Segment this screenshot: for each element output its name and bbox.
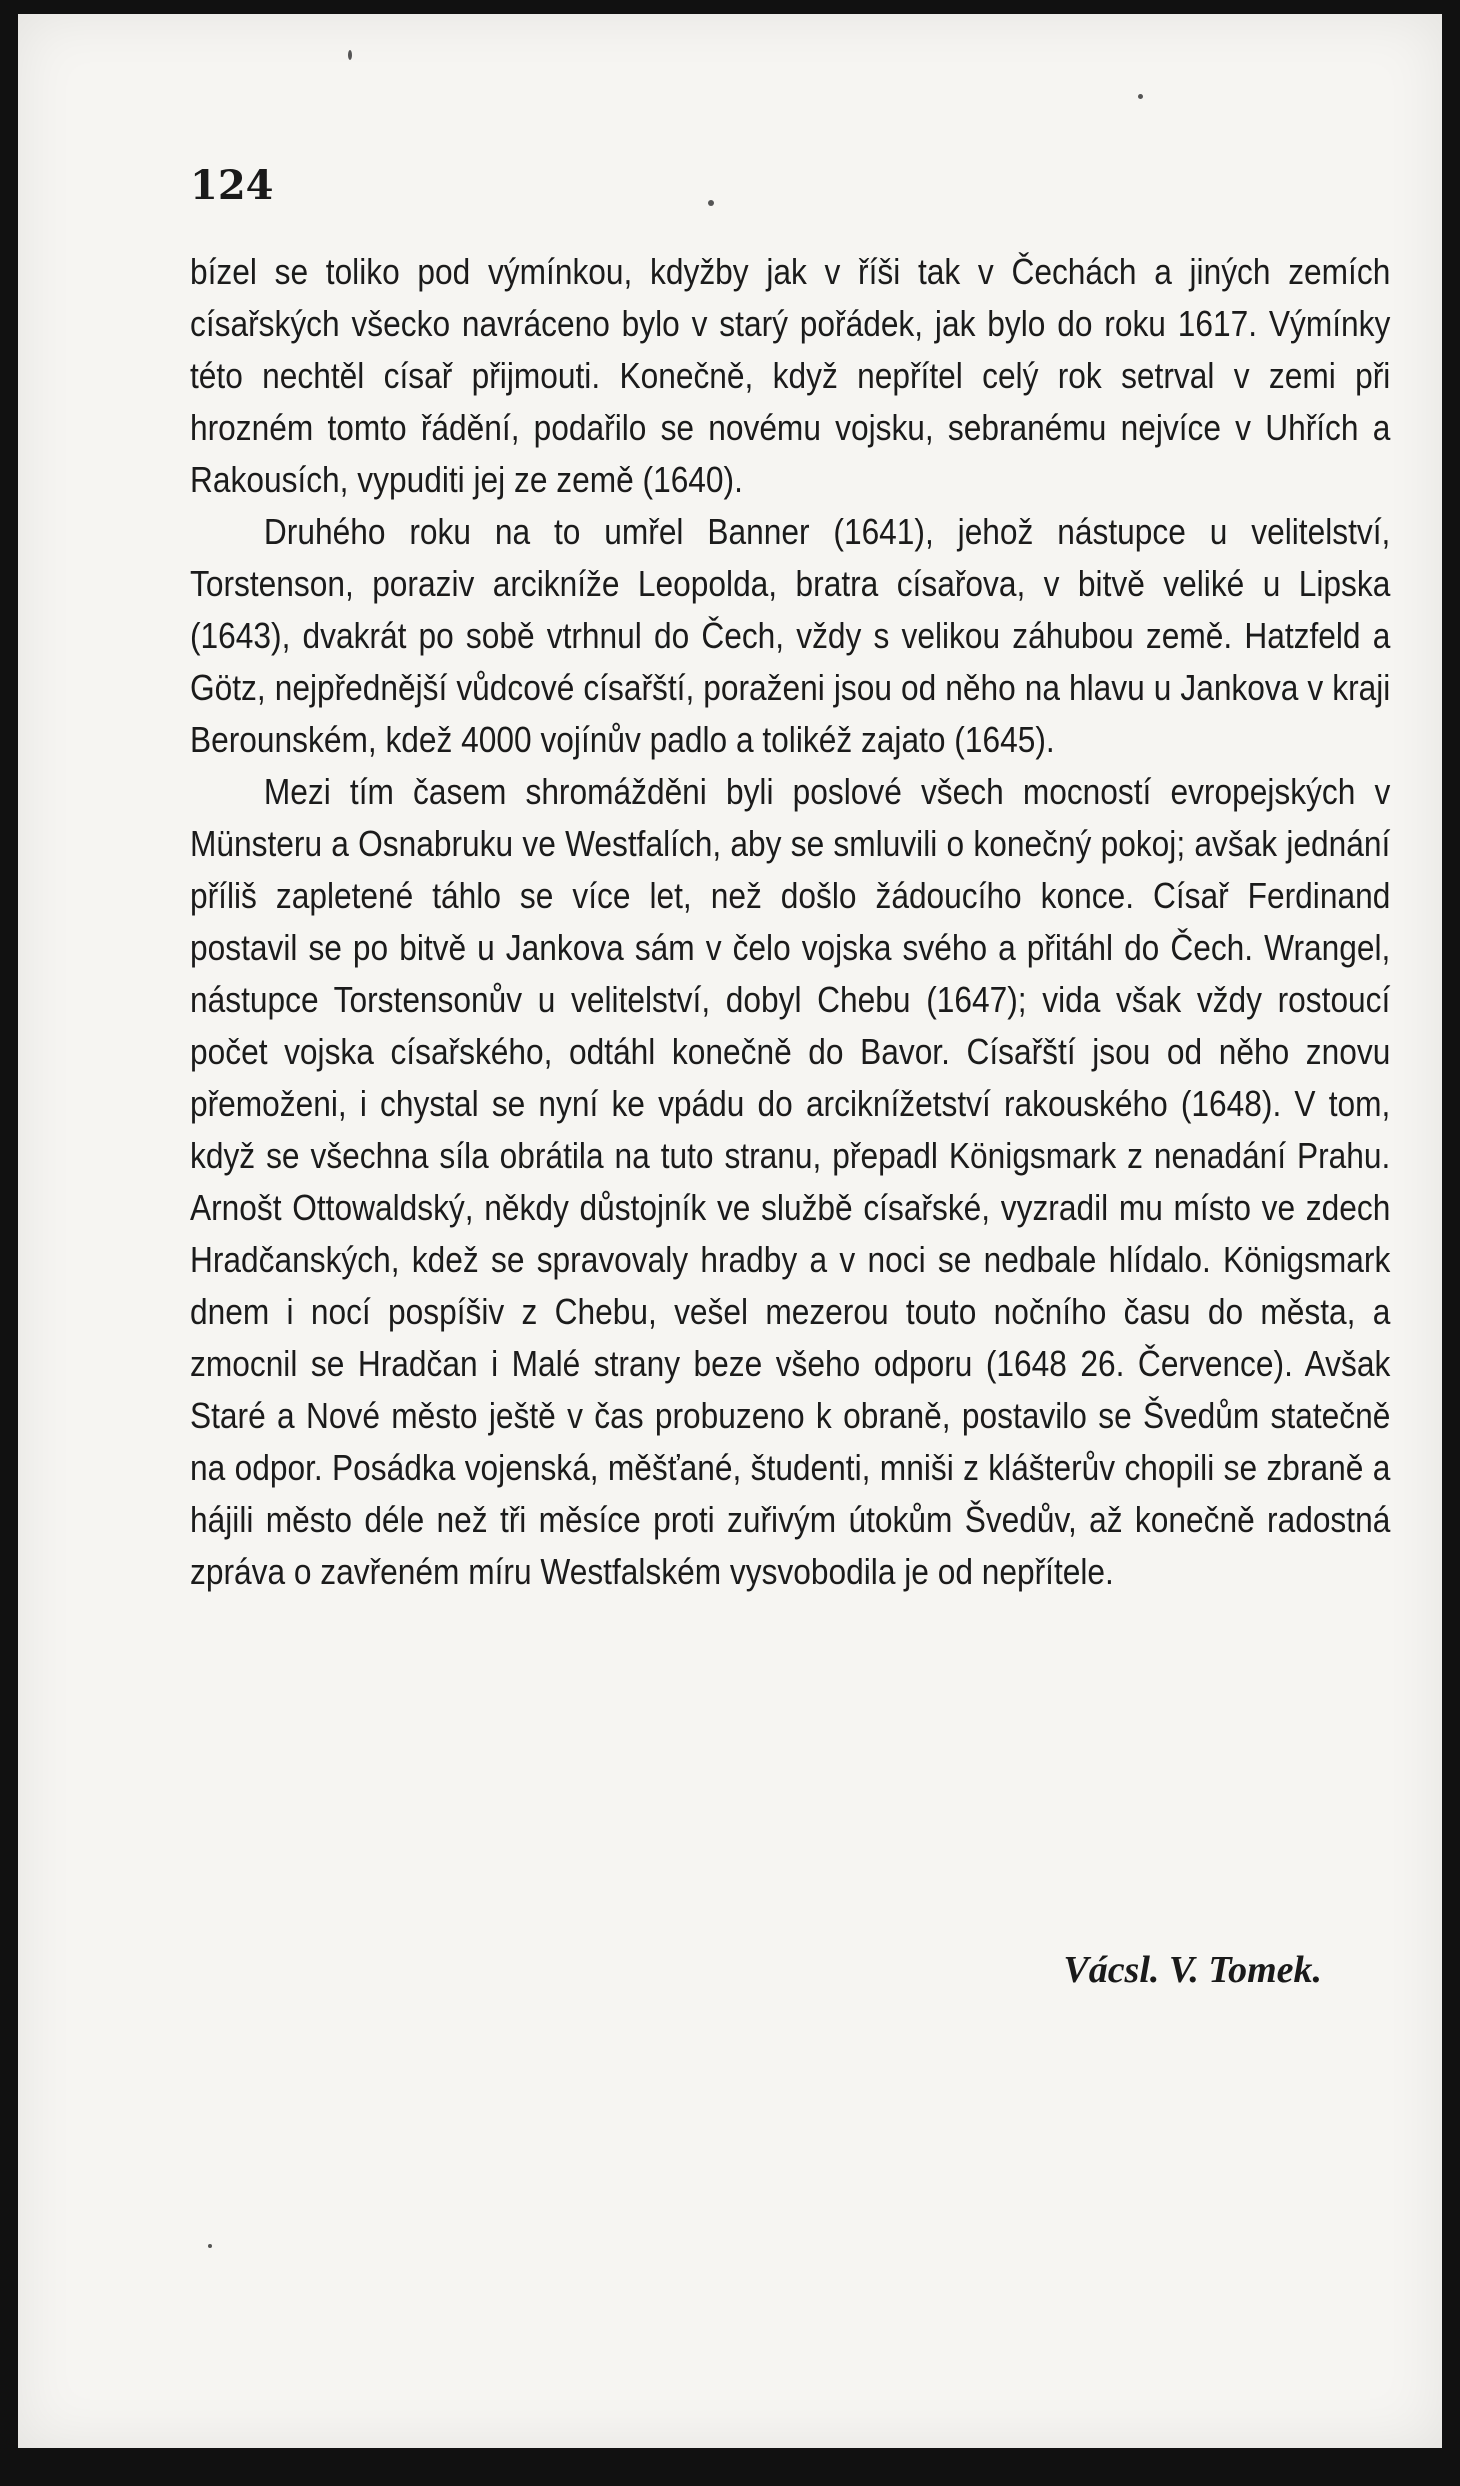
scan-speck	[348, 50, 352, 60]
scan-speck	[708, 200, 714, 206]
scan-speck	[208, 2244, 212, 2248]
author-signature: Vácsl. V. Tomek.	[1063, 1949, 1322, 1991]
scan-speck	[1138, 94, 1143, 99]
body-text	[190, 246, 1390, 1598]
paragraph-3: Mezi tím časem shromážděni byli poslové všech mocností evropejských v Münsteru a Osnabruku ve Westfalích, aby se smluvili o konečný pokoj; avšak jednání příliš zapletené táhlo se více let, než došlo žádoucího konce. Císař Ferdinand postavil se po bitvě u Jankova sám v čelo vojska svého a přitáhl do Čech. Wrangel, nástupce Torstensonův u velitelství, dobyl Chebu (1647); vida však vždy rostoucí počet vojska císařského, odtáhl konečně do Bavor. Císařští jsou od něho znovu přemoženi, i chystal se nyní ke vpádu do arciknížetství rakouského (1648). V tom, když se všechna síla obrátila na tuto stranu, přepadl Königsmark z nenadání Prahu. Arnošt Ottowaldský, někdy důstojník ve službě císařské, vyzradil mu místo ve zdech Hradčanských, kdež se spravovaly hradby a v noci se nedbale hlídalo. Königsmark dnem i nocí pospíšiv z Chebu, vešel mezerou touto nočního času do města, a zmocnil se Hradčan i Malé strany beze všeho odporu (1648 26. Července). Avšak Staré a Nové město ještě v čas probuzeno k obraně, postavilo se Švedům statečně na odpor. Posádka vojenská, měšťané, študenti, mniši z klášterův chopili se zbraně a hájili město déle než tři měsíce proti zuřivým útokům Švedův, až konečně radostná zpráva o zavřeném míru Westfalském vysvobodila je od nepřítele.	[190, 771, 1391, 1592]
paragraph-1: bízel se toliko pod výmínkou, kdyžby jak v říši tak v Čechách a jiných zemích císařských všecko navráceno bylo v starý pořádek, jak bylo do roku 1617. Výmínky této nechtěl císař přijmouti. Konečně, když nepřítel celý rok setrval v zemi při hrozném tomto řádění, podařilo se novému vojsku, sebranému nejvíce v Uhřích a Rakousích, vypuditi jej ze země (1640).	[190, 251, 1391, 500]
paragraph-2: Druhého roku na to umřel Banner (1641), jehož nástupce u velitelství, Torstenson, poraziv arcikníže Leopolda, bratra císařova, v bitvě veliké u Lipska (1643), dvakrát po sobě vtrhnul do Čech, vždy s velikou záhubou země. Hatzfeld a Götz, nejpřednější vůdcové císařští, poraženi jsou od něho na hlavu u Jankova v kraji Berounském, kdež 4000 vojínův padlo a tolikéž zajato (1645).	[190, 511, 1391, 760]
book-page	[18, 14, 1442, 2448]
page-number: 124	[190, 162, 274, 209]
